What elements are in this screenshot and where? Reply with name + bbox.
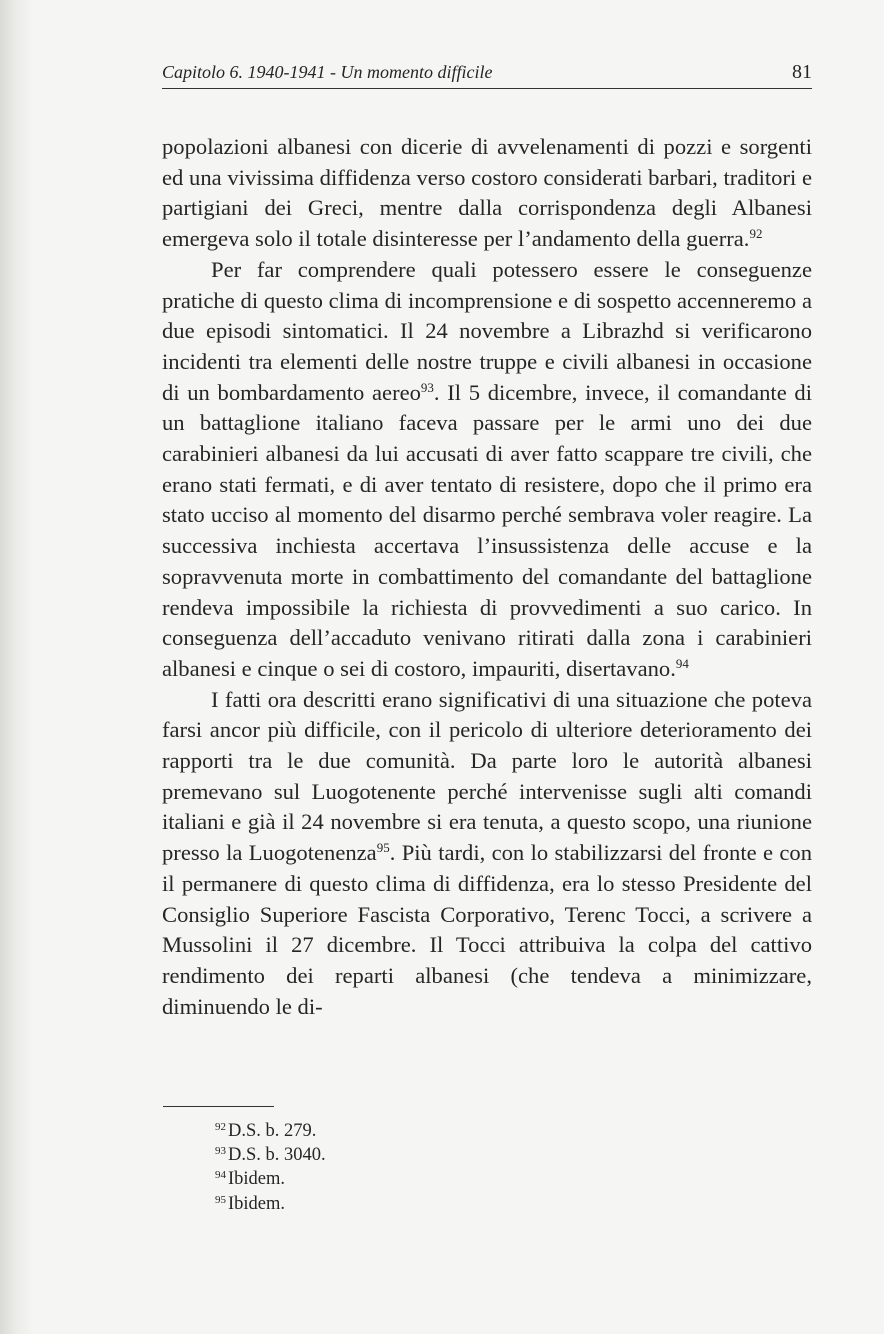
page-number: 81 [792,61,812,83]
footnotes [215,1119,326,1216]
paragraph-2 [162,255,812,685]
footnote-text: Ibidem. [228,1169,286,1190]
footnote-separator [163,1106,274,1107]
footnote-92 [215,1119,326,1143]
footnote-number: 94 [215,1169,226,1182]
paragraph-text: . Più tardi, con lo stabilizzarsi del fronte e con il permanere di questo clima di diffidenza, era lo stesso Presidente del Consiglio Superiore Fascista Corporativo, Terenc Tocci, a scrivere a Mussolini il 27 dicembre. Il Tocci attribuiva la colpa del cattivo rendimento dei reparti albanesi (che tendeva a minimizzare, diminuendo le di- [162,840,812,1019]
footnote-ref-95: 95 [376,840,390,856]
paragraph-3 [162,685,812,1023]
paragraph-text: popolazioni albanesi con dicerie di avvelenamenti di pozzi e sorgenti ed una vivissima diffidenza verso costoro considerati barbari, traditori e partigiani dei Greci, mentre dalla corrispondenza degli Albanesi emergeva solo il totale disinteresse per l’andamento della guerra. [162,134,812,252]
footnote-text: D.S. b. 279. [228,1121,317,1141]
running-head: Capitolo 6. 1940-1941 - Un momento difficile [162,62,493,82]
paragraph-text: Per far comprendere quali potessero essere le conseguenze pratiche di questo clima di incomprensione e di sospetto accenneremo a due episodi sintomatici. Il 24 novembre a Librazhd si verificarono incidenti tra elementi delle nostre truppe e civili albanesi in occasione di un bombardamento aereo [162,256,812,405]
footnote-ref-92: 92 [749,226,763,242]
body-text [162,132,812,1022]
footnote-number: 93 [215,1145,226,1158]
paragraph-text: . Il 5 dicembre, invece, il comandante di un battaglione italiano faceva passare per le armi uno dei due carabinieri albanesi da lui accusati di aver fatto scappare tre civili, che erano stati fermati, e di aver tentato di resistere, dopo che il primo era stato ucciso al momento del disarmo perché sembrava voler reagire. La successiva inchiesta accertava l’insussistenza delle accuse e la sopravvenuta morte in combattimento del comandante del battaglione rendeva impossibile la richiesta di provvedimenti a suo carico. In conseguenza dell’accaduto venivano ritirati dalla zona i carabinieri albanesi e cinque o sei di costoro, impauriti, disertavano. [162,379,812,681]
footnote-95 [215,1192,326,1216]
page-header [162,58,812,89]
paragraph-1 [162,132,812,255]
paragraph-text: I fatti ora descritti erano significativi di una situazione che poteva farsi ancor più difficile, con il pericolo di ulteriore deterioramento dei rapporti tra le due comunità. Da parte loro le autorità albanesi premevano sul Luogotenente perché intervenisse sugli alti comandi italiani e già il 24 novembre si era tenuta, a questo scopo, una riunione presso la Luogotenenza [162,686,812,866]
footnote-text: D.S. b. 3040. [228,1145,326,1166]
footnote-number: 95 [215,1193,226,1206]
footnote-text: Ibidem. [228,1193,286,1214]
footnote-ref-94: 94 [675,655,689,671]
footnote-number: 92 [215,1121,226,1133]
footnote-94 [215,1167,326,1191]
book-gutter-shadow [0,0,34,1334]
footnote-ref-93: 93 [420,379,434,395]
footnote-93 [215,1143,326,1167]
